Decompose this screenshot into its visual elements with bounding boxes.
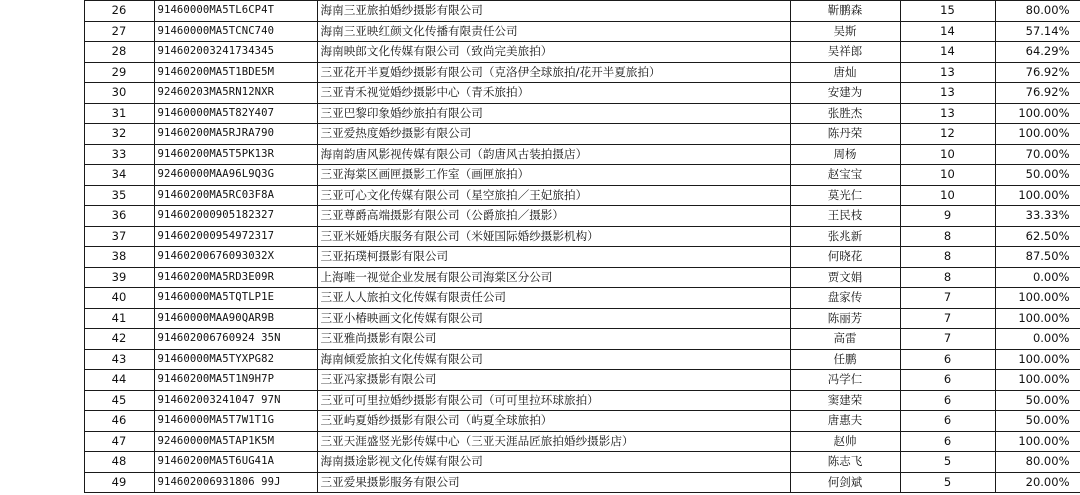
credit-code-cell[interactable]: 91460000MA5TYXPG82 [154, 349, 317, 370]
credit-code-cell[interactable]: 91460200MA5RJRA790 [154, 124, 317, 145]
company-name-cell[interactable]: 三亚可心文化传媒有限公司（星空旅拍／王妃旅拍） [317, 185, 790, 206]
company-name-cell[interactable]: 三亚爱热度婚纱摄影有限公司 [317, 124, 790, 145]
credit-code-cell[interactable]: 91460000MA5TCNC740 [154, 21, 317, 42]
row-gutter[interactable] [0, 452, 84, 473]
table-row[interactable] [0, 452, 1080, 473]
row-index-cell[interactable]: 41 [84, 308, 154, 329]
representative-cell[interactable]: 赵宝宝 [790, 165, 900, 186]
count-cell[interactable]: 12 [900, 124, 995, 145]
count-cell[interactable]: 8 [900, 226, 995, 247]
company-name-cell[interactable]: 三亚拓璞柯摄影有限公司 [317, 247, 790, 268]
row-index-cell[interactable]: 29 [84, 62, 154, 83]
count-cell[interactable]: 9 [900, 206, 995, 227]
credit-code-cell[interactable]: 91460200MA5RD3E09R [154, 267, 317, 288]
representative-cell[interactable]: 何剑斌 [790, 472, 900, 493]
table-row[interactable] [0, 165, 1080, 186]
representative-cell[interactable]: 吴祥郎 [790, 42, 900, 63]
credit-code-cell[interactable]: 91460200MA5T1N9H7P [154, 370, 317, 391]
count-cell[interactable]: 8 [900, 247, 995, 268]
row-index-cell[interactable]: 47 [84, 431, 154, 452]
row-index-cell[interactable]: 39 [84, 267, 154, 288]
representative-cell[interactable]: 王民枝 [790, 206, 900, 227]
percentage-cell[interactable]: 76.92% [995, 83, 1080, 104]
table-row[interactable] [0, 267, 1080, 288]
row-gutter[interactable] [0, 226, 84, 247]
row-gutter[interactable] [0, 288, 84, 309]
percentage-cell[interactable]: 0.00% [995, 329, 1080, 350]
row-index-cell[interactable]: 49 [84, 472, 154, 493]
company-name-cell[interactable]: 三亚米娅婚庆服务有限公司（米娅国际婚纱摄影机构） [317, 226, 790, 247]
percentage-cell[interactable]: 70.00% [995, 144, 1080, 165]
representative-cell[interactable]: 安建为 [790, 83, 900, 104]
row-gutter[interactable] [0, 62, 84, 83]
count-cell[interactable]: 10 [900, 144, 995, 165]
credit-code-cell[interactable]: 914602003241047 97N [154, 390, 317, 411]
count-cell[interactable]: 5 [900, 452, 995, 473]
row-gutter[interactable] [0, 144, 84, 165]
company-name-cell[interactable]: 三亚屿夏婚纱摄影有限公司（屿夏全球旅拍） [317, 411, 790, 432]
row-index-cell[interactable]: 31 [84, 103, 154, 124]
representative-cell[interactable]: 高雷 [790, 329, 900, 350]
representative-cell[interactable]: 陈志飞 [790, 452, 900, 473]
row-gutter[interactable] [0, 42, 84, 63]
credit-code-cell[interactable]: 92460000MA5TAP1K5M [154, 431, 317, 452]
representative-cell[interactable]: 赵帅 [790, 431, 900, 452]
row-gutter[interactable] [0, 349, 84, 370]
company-name-cell[interactable]: 三亚雅尚摄影有限公司 [317, 329, 790, 350]
percentage-cell[interactable]: 33.33% [995, 206, 1080, 227]
row-gutter[interactable] [0, 308, 84, 329]
table-row[interactable] [0, 124, 1080, 145]
percentage-cell[interactable]: 100.00% [995, 103, 1080, 124]
row-gutter[interactable] [0, 390, 84, 411]
row-index-cell[interactable]: 37 [84, 226, 154, 247]
table-row[interactable] [0, 206, 1080, 227]
credit-code-cell[interactable]: 91460000MA5T7W1T1G [154, 411, 317, 432]
table-row[interactable] [0, 83, 1080, 104]
representative-cell[interactable]: 靳鹏森 [790, 1, 900, 22]
count-cell[interactable]: 14 [900, 42, 995, 63]
count-cell[interactable]: 6 [900, 349, 995, 370]
row-index-cell[interactable]: 30 [84, 83, 154, 104]
credit-code-cell[interactable]: 92460000MAA96L9Q3G [154, 165, 317, 186]
company-name-cell[interactable]: 海南三亚映红颜文化传播有限责任公司 [317, 21, 790, 42]
percentage-cell[interactable]: 100.00% [995, 124, 1080, 145]
company-name-cell[interactable]: 海南韵唐风影视传媒有限公司（韵唐风古装拍摄店） [317, 144, 790, 165]
company-name-cell[interactable]: 三亚爱果摄影服务有限公司 [317, 472, 790, 493]
representative-cell[interactable]: 陈丹荣 [790, 124, 900, 145]
table-row[interactable] [0, 62, 1080, 83]
percentage-cell[interactable]: 87.50% [995, 247, 1080, 268]
representative-cell[interactable]: 吴斯 [790, 21, 900, 42]
representative-cell[interactable]: 张兆新 [790, 226, 900, 247]
credit-code-cell[interactable]: 914602000954972317 [154, 226, 317, 247]
row-gutter[interactable] [0, 185, 84, 206]
row-gutter[interactable] [0, 411, 84, 432]
credit-code-cell[interactable]: 91460200MA5T6UG41A [154, 452, 317, 473]
table-row[interactable] [0, 390, 1080, 411]
company-name-cell[interactable]: 海南倾爱旅拍文化传媒有限公司 [317, 349, 790, 370]
company-name-cell[interactable]: 三亚可可里拉婚纱摄影有限公司（可可里拉环球旅拍） [317, 390, 790, 411]
table-row[interactable] [0, 431, 1080, 452]
credit-code-cell[interactable]: 914602000905182327 [154, 206, 317, 227]
row-gutter[interactable] [0, 206, 84, 227]
percentage-cell[interactable]: 50.00% [995, 411, 1080, 432]
row-gutter[interactable] [0, 431, 84, 452]
company-name-cell[interactable]: 海南摄途影视文化传媒有限公司 [317, 452, 790, 473]
table-row[interactable] [0, 1, 1080, 22]
credit-code-cell[interactable]: 91460000MAA90QAR9B [154, 308, 317, 329]
row-index-cell[interactable]: 36 [84, 206, 154, 227]
percentage-cell[interactable]: 50.00% [995, 165, 1080, 186]
row-gutter[interactable] [0, 21, 84, 42]
credit-code-cell[interactable]: 91460200MA5RC03F8A [154, 185, 317, 206]
percentage-cell[interactable]: 100.00% [995, 308, 1080, 329]
company-name-cell[interactable]: 三亚海棠区画匣摄影工作室（画匣旅拍） [317, 165, 790, 186]
company-name-cell[interactable]: 海南映郎文化传媒有限公司（致尚完美旅拍） [317, 42, 790, 63]
count-cell[interactable]: 13 [900, 83, 995, 104]
table-row[interactable] [0, 144, 1080, 165]
credit-code-cell[interactable]: 91460000MA5TL6CP4T [154, 1, 317, 22]
table-body [0, 1, 1080, 493]
row-gutter[interactable] [0, 124, 84, 145]
row-index-cell[interactable]: 45 [84, 390, 154, 411]
count-cell[interactable]: 10 [900, 165, 995, 186]
credit-code-cell[interactable]: 91460200MA5T1BDE5M [154, 62, 317, 83]
representative-cell[interactable]: 唐惠夫 [790, 411, 900, 432]
row-index-cell[interactable]: 28 [84, 42, 154, 63]
row-index-cell[interactable]: 44 [84, 370, 154, 391]
company-name-cell[interactable]: 三亚花开半夏婚纱摄影有限公司（克洛伊全球旅拍/花开半夏旅拍） [317, 62, 790, 83]
representative-cell[interactable]: 贾文娟 [790, 267, 900, 288]
company-name-cell[interactable]: 三亚天涯盛竖光影传媒中心（三亚天涯品匠旅拍婚纱摄影店） [317, 431, 790, 452]
row-index-cell[interactable]: 40 [84, 288, 154, 309]
company-name-cell[interactable]: 三亚冯家摄影有限公司 [317, 370, 790, 391]
percentage-cell[interactable]: 50.00% [995, 390, 1080, 411]
table-row[interactable] [0, 21, 1080, 42]
credit-code-cell[interactable]: 92460203MA5RN12NXR [154, 83, 317, 104]
representative-cell[interactable]: 窦建荣 [790, 390, 900, 411]
row-index-cell[interactable]: 27 [84, 21, 154, 42]
table-row[interactable] [0, 329, 1080, 350]
count-cell[interactable]: 7 [900, 329, 995, 350]
row-gutter[interactable] [0, 370, 84, 391]
percentage-cell[interactable]: 20.00% [995, 472, 1080, 493]
percentage-cell[interactable]: 62.50% [995, 226, 1080, 247]
percentage-cell[interactable]: 57.14% [995, 21, 1080, 42]
row-gutter[interactable] [0, 472, 84, 493]
row-index-cell[interactable]: 42 [84, 329, 154, 350]
representative-cell[interactable]: 张胜杰 [790, 103, 900, 124]
row-gutter[interactable] [0, 267, 84, 288]
count-cell[interactable]: 14 [900, 21, 995, 42]
percentage-cell[interactable]: 100.00% [995, 370, 1080, 391]
percentage-cell[interactable]: 0.00% [995, 267, 1080, 288]
representative-cell[interactable]: 陈丽芳 [790, 308, 900, 329]
credit-code-cell[interactable]: 914602006931806 99J [154, 472, 317, 493]
percentage-cell[interactable]: 100.00% [995, 288, 1080, 309]
table-row[interactable] [0, 472, 1080, 493]
percentage-cell[interactable]: 100.00% [995, 185, 1080, 206]
row-gutter[interactable] [0, 1, 84, 22]
credit-code-cell[interactable]: 91460200676093032X [154, 247, 317, 268]
count-cell[interactable]: 6 [900, 390, 995, 411]
representative-cell[interactable]: 盘家传 [790, 288, 900, 309]
count-cell[interactable]: 6 [900, 431, 995, 452]
company-name-cell[interactable]: 三亚尊爵高端摄影有限公司（公爵旅拍／摄影） [317, 206, 790, 227]
count-cell[interactable]: 6 [900, 411, 995, 432]
representative-cell[interactable]: 周杨 [790, 144, 900, 165]
table-row[interactable] [0, 288, 1080, 309]
row-index-cell[interactable]: 32 [84, 124, 154, 145]
representative-cell[interactable]: 莫光仁 [790, 185, 900, 206]
row-index-cell[interactable]: 48 [84, 452, 154, 473]
credit-code-cell[interactable]: 91460200MA5T5PK13R [154, 144, 317, 165]
count-cell[interactable]: 6 [900, 370, 995, 391]
row-index-cell[interactable]: 43 [84, 349, 154, 370]
row-gutter[interactable] [0, 165, 84, 186]
row-index-cell[interactable]: 34 [84, 165, 154, 186]
row-gutter[interactable] [0, 329, 84, 350]
table-row[interactable] [0, 349, 1080, 370]
company-name-cell[interactable]: 三亚小椿映画文化传媒有限公司 [317, 308, 790, 329]
count-cell[interactable]: 7 [900, 288, 995, 309]
row-index-cell[interactable]: 46 [84, 411, 154, 432]
row-index-cell[interactable]: 26 [84, 1, 154, 22]
count-cell[interactable]: 15 [900, 1, 995, 22]
company-name-cell[interactable]: 三亚人人旅拍文化传媒有限责任公司 [317, 288, 790, 309]
row-gutter[interactable] [0, 103, 84, 124]
table-row[interactable] [0, 308, 1080, 329]
table-row[interactable] [0, 247, 1080, 268]
percentage-cell[interactable]: 100.00% [995, 431, 1080, 452]
row-index-cell[interactable]: 35 [84, 185, 154, 206]
percentage-cell[interactable]: 64.29% [995, 42, 1080, 63]
table-row[interactable] [0, 42, 1080, 63]
credit-code-cell[interactable]: 914602003241734345 [154, 42, 317, 63]
row-index-cell[interactable]: 33 [84, 144, 154, 165]
representative-cell[interactable]: 唐灿 [790, 62, 900, 83]
company-name-cell[interactable]: 海南三亚旅拍婚纱摄影有限公司 [317, 1, 790, 22]
percentage-cell[interactable]: 100.00% [995, 349, 1080, 370]
percentage-cell[interactable]: 80.00% [995, 1, 1080, 22]
percentage-cell[interactable]: 80.00% [995, 452, 1080, 473]
count-cell[interactable]: 13 [900, 62, 995, 83]
table-row[interactable] [0, 185, 1080, 206]
credit-code-cell[interactable]: 91460000MA5TQTLP1E [154, 288, 317, 309]
count-cell[interactable]: 7 [900, 308, 995, 329]
table-row[interactable] [0, 370, 1080, 391]
row-gutter[interactable] [0, 247, 84, 268]
company-name-cell[interactable]: 上海唯一视觉企业发展有限公司海棠区分公司 [317, 267, 790, 288]
row-gutter[interactable] [0, 83, 84, 104]
company-name-cell[interactable]: 三亚青禾视觉婚纱摄影中心（青禾旅拍） [317, 83, 790, 104]
table-row[interactable] [0, 226, 1080, 247]
credit-code-cell[interactable]: 91460000MA5T82Y407 [154, 103, 317, 124]
table-row[interactable] [0, 411, 1080, 432]
count-cell[interactable]: 5 [900, 472, 995, 493]
credit-code-cell[interactable]: 914602006760924 35N [154, 329, 317, 350]
table-row[interactable] [0, 103, 1080, 124]
company-name-cell[interactable]: 三亚巴黎印象婚纱旅拍有限公司 [317, 103, 790, 124]
representative-cell[interactable]: 任鹏 [790, 349, 900, 370]
count-cell[interactable]: 13 [900, 103, 995, 124]
count-cell[interactable]: 10 [900, 185, 995, 206]
percentage-cell[interactable]: 76.92% [995, 62, 1080, 83]
count-cell[interactable]: 8 [900, 267, 995, 288]
row-index-cell[interactable]: 38 [84, 247, 154, 268]
representative-cell[interactable]: 何晓花 [790, 247, 900, 268]
representative-cell[interactable]: 冯学仁 [790, 370, 900, 391]
